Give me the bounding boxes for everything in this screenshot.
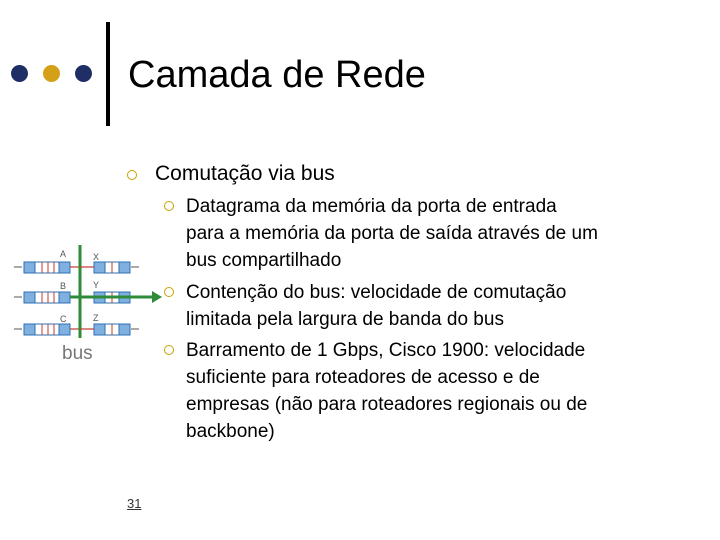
input-label-C: C [60, 314, 67, 324]
input-port-C [24, 324, 70, 335]
decorative-dot-navy [11, 65, 28, 82]
sub-bullet-2-line-1: Contenção do bus: velocidade de comutação [186, 282, 567, 303]
sub-bullet-3-line-2: suficiente para roteadores de acesso e de [186, 367, 540, 388]
output-port-X [94, 262, 130, 273]
output-label-Y: Y [93, 280, 100, 290]
slide-title: Camada de Rede [128, 54, 426, 96]
sub-bullet-3-line-1: Barramento de 1 Gbps, Cisco 1900: velocidade [186, 340, 586, 361]
input-label-B: B [60, 281, 67, 291]
input-port-A [24, 262, 70, 273]
sub-bullet-3-line-4: backbone) [186, 421, 275, 442]
bullet-level1-text: Comutação via bus [155, 162, 335, 185]
decorative-dot-navy-2 [75, 65, 92, 82]
sub-bullet-1-line-2: para a memória da porta de saída através de um [186, 223, 598, 244]
decorative-dot-gold [43, 65, 60, 82]
sub-bullet-2-line-2: limitada pela largura de banda do bus [186, 309, 504, 330]
page-number: 31 [127, 496, 142, 511]
bullet-icon [164, 345, 174, 355]
bus-switching-diagram [12, 240, 162, 340]
bullet-icon [164, 287, 174, 297]
bullet-icon [164, 201, 174, 211]
sub-bullet-1-line-1: Datagrama da memória da porta de entrada [186, 196, 557, 217]
title-divider [106, 22, 110, 126]
output-port-Z [94, 324, 130, 335]
output-label-Z: Z [93, 313, 99, 323]
output-label-X: X [93, 252, 100, 262]
sub-bullet-1-line-3: bus compartilhado [186, 250, 342, 271]
sub-bullet-3-line-3: empresas (não para roteadores regionais ou de [186, 394, 588, 415]
input-port-B [24, 292, 70, 303]
bus-label: bus [62, 343, 93, 364]
bullet-icon [127, 170, 137, 180]
input-label-A: A [60, 249, 67, 259]
bus-path-arrowhead [152, 291, 162, 303]
